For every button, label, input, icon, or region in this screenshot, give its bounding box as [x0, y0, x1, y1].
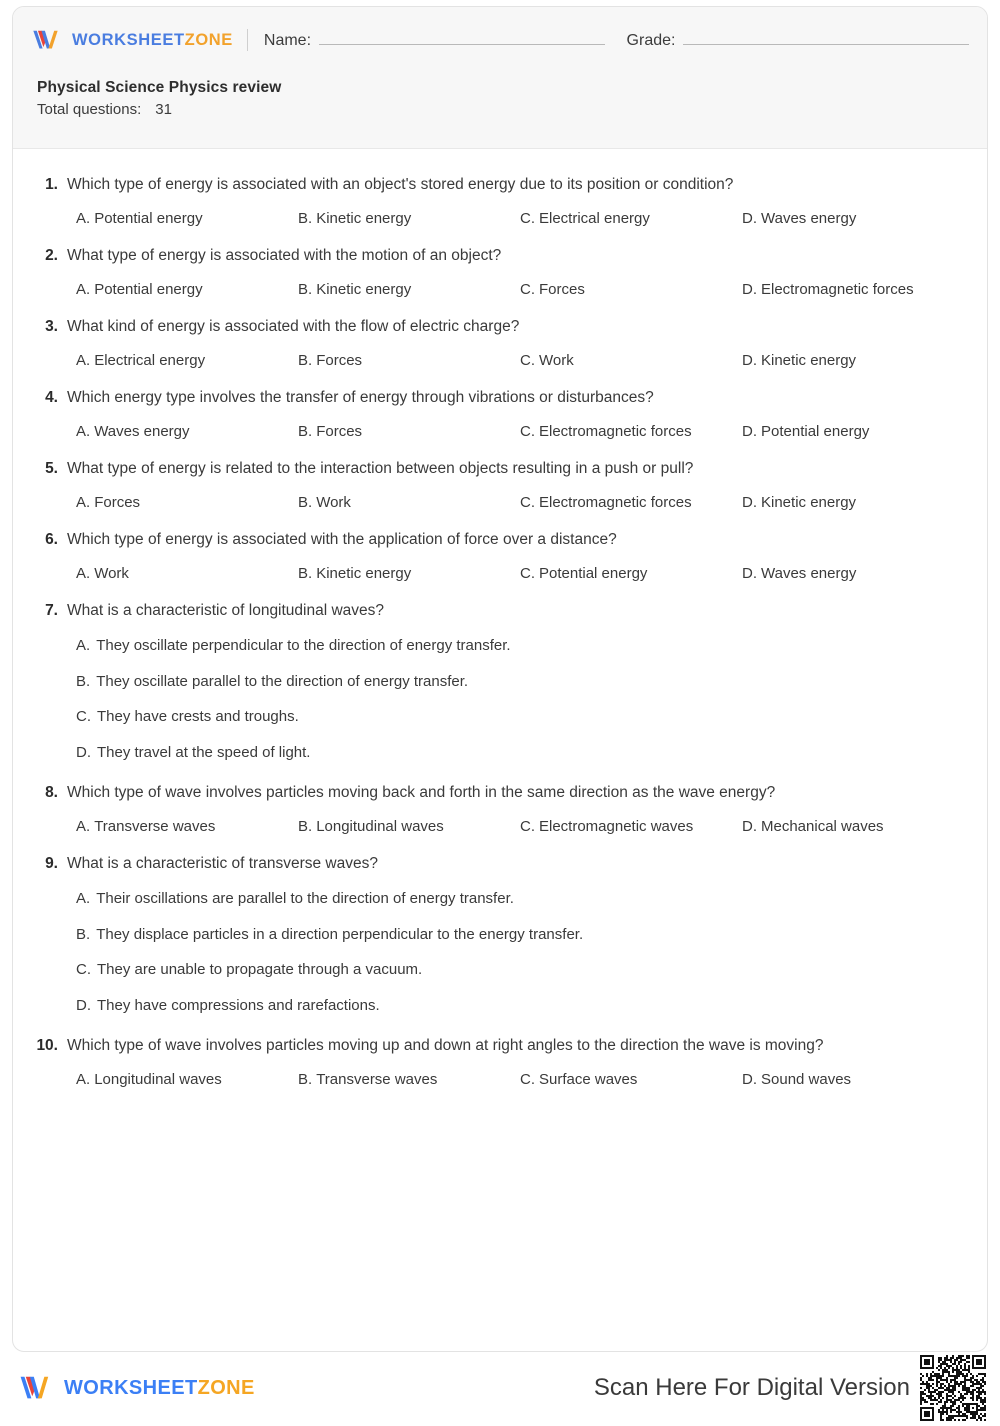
answer-options-row: [33, 423, 967, 440]
answer-option-letter: A.: [76, 352, 91, 370]
answer-option-letter: B.: [298, 494, 313, 512]
answer-option-letter: D.: [742, 565, 757, 583]
question-item: [33, 173, 967, 227]
answer-options-stacked: [33, 888, 967, 1017]
answer-option-text: Work: [316, 494, 351, 512]
answer-option[interactable]: [76, 281, 298, 298]
answer-option-letter: C.: [520, 281, 535, 299]
worksheetzone-logo-icon: [18, 1373, 56, 1403]
question-prompt-row: [33, 528, 967, 552]
answer-option-text: Kinetic energy: [316, 281, 412, 299]
name-input-rule[interactable]: [319, 31, 605, 45]
brand-word-worksheet: WORKSHEET: [72, 30, 185, 49]
answer-option-letter: A.: [76, 637, 91, 655]
worksheet-footer: [0, 1362, 1000, 1414]
question-text: Which type of wave involves particles moving up and down at right angles to the direction the wave is moving?: [67, 1037, 824, 1055]
question-item: [33, 852, 967, 1017]
total-questions: [37, 101, 969, 118]
answer-option-letter: D.: [76, 996, 91, 1014]
answer-option[interactable]: [742, 423, 869, 440]
answer-option[interactable]: [76, 706, 967, 729]
answer-option[interactable]: [520, 818, 742, 835]
answer-option-letter: A.: [76, 494, 91, 512]
question-text: Which energy type involves the transfer of energy through vibrations or disturbances?: [67, 389, 654, 407]
question-item: [33, 528, 967, 582]
question-number: 6.: [45, 531, 58, 549]
question-prompt-row: [33, 173, 967, 197]
question-prompt-row: [33, 781, 967, 805]
answer-option-letter: B.: [76, 925, 91, 943]
question-item: [33, 386, 967, 440]
question-text: Which type of wave involves particles moving back and forth in the same direction as the wave energy?: [67, 784, 776, 802]
answer-option-letter: A.: [76, 281, 91, 299]
answer-option-letter: D.: [742, 423, 757, 441]
question-number: 4.: [45, 389, 58, 407]
answer-option[interactable]: [76, 494, 298, 511]
answer-option[interactable]: [742, 565, 856, 582]
brand-wordmark: [72, 31, 233, 50]
answer-option-text: Surface waves: [539, 1071, 638, 1089]
answer-option-text: Mechanical waves: [761, 818, 884, 836]
answer-option[interactable]: [76, 423, 298, 440]
footer-brand-wordmark: [64, 1377, 255, 1400]
header-divider: [247, 29, 248, 51]
answer-option-letter: A.: [76, 1071, 91, 1089]
answer-option[interactable]: [742, 352, 856, 369]
answer-option-text: They have compressions and rarefactions.: [97, 996, 380, 1014]
answer-option-letter: B.: [298, 818, 313, 836]
answer-option-text: Transverse waves: [94, 818, 216, 836]
header-meta: [31, 79, 969, 118]
brand-word-zone: ZONE: [184, 30, 233, 49]
question-number: 8.: [45, 784, 58, 802]
answer-option-letter: C.: [76, 961, 91, 979]
answer-option[interactable]: [520, 1071, 742, 1088]
answer-option-letter: D.: [742, 1071, 757, 1089]
answer-option-letter: A.: [76, 423, 91, 441]
footer-brand-word-worksheet: WORKSHEET: [64, 1376, 198, 1399]
answer-option-text: Kinetic energy: [761, 494, 857, 512]
answer-option[interactable]: [76, 888, 967, 911]
worksheet-card: [12, 6, 988, 1352]
answer-option-text: Potential energy: [539, 565, 648, 583]
answer-option-letter: C.: [76, 708, 91, 726]
answer-option-letter: A.: [76, 818, 91, 836]
answer-option[interactable]: [76, 995, 967, 1018]
grade-input-rule[interactable]: [683, 31, 969, 45]
answer-option-text: Electrical energy: [94, 352, 206, 370]
answer-option-letter: B.: [298, 1071, 313, 1089]
answer-option-letter: B.: [298, 565, 313, 583]
answer-option[interactable]: [76, 671, 967, 694]
answer-option[interactable]: [298, 210, 520, 227]
answer-option-letter: C.: [520, 423, 535, 441]
answer-option[interactable]: [742, 494, 856, 511]
question-text: What type of energy is related to the interaction between objects resulting in a push or pull?: [67, 460, 694, 478]
answer-option[interactable]: [298, 1071, 520, 1088]
answer-option[interactable]: [520, 565, 742, 582]
question-number: 1.: [45, 176, 58, 193]
answer-option[interactable]: [742, 1071, 851, 1088]
answer-option-text: They are unable to propagate through a vacuum.: [97, 961, 423, 979]
answer-option[interactable]: [76, 352, 298, 369]
answer-option[interactable]: [742, 818, 884, 835]
footer-brand-word-zone: ZONE: [197, 1376, 255, 1399]
answer-option-letter: C.: [520, 352, 535, 370]
answer-option-text: They oscillate parallel to the direction of energy transfer.: [96, 672, 469, 690]
answer-options-row: [33, 210, 967, 227]
question-item: [33, 244, 967, 298]
question-number: 3.: [45, 318, 58, 336]
answer-option-text: Waves energy: [94, 423, 190, 441]
answer-option-text: Forces: [539, 281, 585, 299]
answer-option-text: They oscillate perpendicular to the direction of energy transfer.: [96, 637, 511, 655]
grade-label: Grade:: [626, 31, 676, 49]
answer-option-text: Work: [94, 565, 129, 583]
answer-option-letter: B.: [298, 210, 313, 228]
question-prompt-row: [33, 599, 967, 623]
answer-option-letter: C.: [520, 1071, 535, 1089]
answer-option-letter: D.: [742, 210, 757, 228]
question-text: Which type of energy is associated with the application of force over a distance?: [67, 531, 617, 549]
question-item: [33, 781, 967, 835]
answer-options-row: [33, 565, 967, 582]
answer-option-text: Kinetic energy: [761, 352, 857, 370]
question-number: 7.: [45, 602, 58, 620]
answer-option-text: Electromagnetic forces: [761, 281, 914, 299]
answer-option[interactable]: [298, 423, 520, 440]
answer-option[interactable]: [76, 742, 967, 765]
question-item: [33, 457, 967, 511]
answer-option-text: Longitudinal waves: [94, 1071, 222, 1089]
answer-option-text: Potential energy: [761, 423, 870, 441]
grade-field[interactable]: [627, 31, 969, 50]
answer-option-text: Electromagnetic forces: [539, 423, 692, 441]
question-number: 10.: [36, 1037, 58, 1055]
question-prompt-row: [33, 1034, 967, 1058]
answer-option-letter: B.: [298, 423, 313, 441]
question-prompt-row: [33, 315, 967, 339]
question-text: What is a characteristic of transverse waves?: [67, 855, 378, 873]
worksheetzone-logo-icon: [31, 27, 65, 53]
answer-option-text: Electrical energy: [539, 210, 650, 228]
answer-option-text: Sound waves: [761, 1071, 852, 1089]
answer-option[interactable]: [298, 352, 520, 369]
answer-option[interactable]: [76, 959, 967, 982]
answer-option[interactable]: [520, 494, 742, 511]
question-number: 9.: [45, 855, 58, 873]
question-text: What is a characteristic of longitudinal waves?: [67, 602, 385, 620]
answer-option-text: Waves energy: [761, 565, 857, 583]
answer-option[interactable]: [76, 210, 298, 227]
total-questions-count: 31: [155, 101, 172, 118]
total-questions-label: Total questions:: [37, 101, 142, 118]
question-text: Which type of energy is associated with an object's stored energy due to its position or condition?: [67, 176, 734, 193]
answer-option-letter: C.: [520, 494, 535, 512]
answer-option-letter: C.: [520, 818, 535, 836]
answer-option-letter: D.: [742, 352, 757, 370]
header-brand: [31, 27, 233, 53]
answer-option-letter: D.: [742, 494, 757, 512]
page-title: Physical Science Physics review: [37, 79, 282, 96]
answer-option-text: Electromagnetic forces: [539, 494, 692, 512]
answer-option[interactable]: [742, 281, 914, 298]
name-label: Name:: [263, 31, 312, 49]
header-top-row: [31, 23, 969, 57]
answer-option-letter: D.: [742, 818, 757, 836]
answer-options-row: [33, 494, 967, 511]
question-number: 2.: [45, 247, 58, 265]
answer-option[interactable]: [520, 210, 742, 227]
question-item: [33, 315, 967, 369]
answer-option-text: Work: [539, 352, 574, 370]
answer-option-letter: D.: [742, 281, 757, 299]
question-prompt-row: [33, 386, 967, 410]
answer-option-text: Electromagnetic waves: [539, 818, 694, 836]
answer-option-text: Waves energy: [761, 210, 857, 228]
answer-option[interactable]: [76, 565, 298, 582]
answer-option[interactable]: [298, 818, 520, 835]
answer-option-text: Kinetic energy: [316, 565, 412, 583]
answer-option-letter: C.: [520, 210, 535, 228]
answer-option[interactable]: [76, 1071, 298, 1088]
answer-option[interactable]: [298, 281, 520, 298]
answer-options-row: [33, 281, 967, 298]
scan-prompt-text: Scan Here For Digital Version: [593, 1374, 910, 1401]
answer-option-text: Potential energy: [94, 281, 203, 299]
answer-options-row: [33, 1071, 967, 1088]
answer-option-text: They have crests and troughs.: [97, 708, 299, 726]
answer-options-row: [33, 352, 967, 369]
question-prompt-row: [33, 457, 967, 481]
question-item: [33, 599, 967, 764]
answer-option[interactable]: [76, 635, 967, 658]
answer-option[interactable]: [742, 210, 856, 227]
answer-options-row: [33, 818, 967, 835]
answer-option-letter: A.: [76, 565, 91, 583]
answer-option-letter: B.: [298, 281, 313, 299]
answer-option[interactable]: [520, 352, 742, 369]
answer-option-letter: B.: [76, 672, 91, 690]
question-text: What type of energy is associated with the motion of an object?: [67, 247, 502, 265]
answer-option-letter: C.: [520, 565, 535, 583]
answer-option-text: Potential energy: [94, 210, 203, 228]
answer-option[interactable]: [76, 924, 967, 947]
answer-option[interactable]: [520, 423, 742, 440]
answer-option-text: Their oscillations are parallel to the direction of energy transfer.: [96, 890, 514, 908]
answer-option[interactable]: [520, 281, 742, 298]
question-prompt-row: [33, 852, 967, 876]
answer-option[interactable]: [298, 494, 520, 511]
question-text: What kind of energy is associated with the flow of electric charge?: [67, 318, 520, 336]
qr-code-icon[interactable]: [920, 1355, 986, 1421]
question-number: 5.: [45, 460, 58, 478]
worksheet-header: [13, 7, 987, 149]
answer-option-text: Transverse waves: [316, 1071, 438, 1089]
answer-options-stacked: [33, 635, 967, 764]
answer-option-text: They travel at the speed of light.: [97, 743, 311, 761]
answer-option-text: Kinetic energy: [316, 210, 412, 228]
answer-option-letter: B.: [298, 352, 313, 370]
answer-option[interactable]: [298, 565, 520, 582]
question-prompt-row: [33, 244, 967, 268]
answer-option-letter: A.: [76, 890, 91, 908]
questions-list: [13, 149, 987, 1115]
question-item: [33, 1034, 967, 1088]
name-field[interactable]: [264, 31, 605, 50]
answer-option[interactable]: [76, 818, 298, 835]
answer-option-text: Forces: [94, 494, 141, 512]
answer-option-letter: D.: [76, 743, 91, 761]
answer-option-text: They displace particles in a direction perpendicular to the energy transfer.: [96, 925, 584, 943]
answer-option-letter: A.: [76, 210, 91, 228]
answer-option-text: Forces: [316, 423, 363, 441]
answer-option-text: Longitudinal waves: [316, 818, 444, 836]
footer-brand: [18, 1373, 255, 1403]
answer-option-text: Forces: [316, 352, 363, 370]
